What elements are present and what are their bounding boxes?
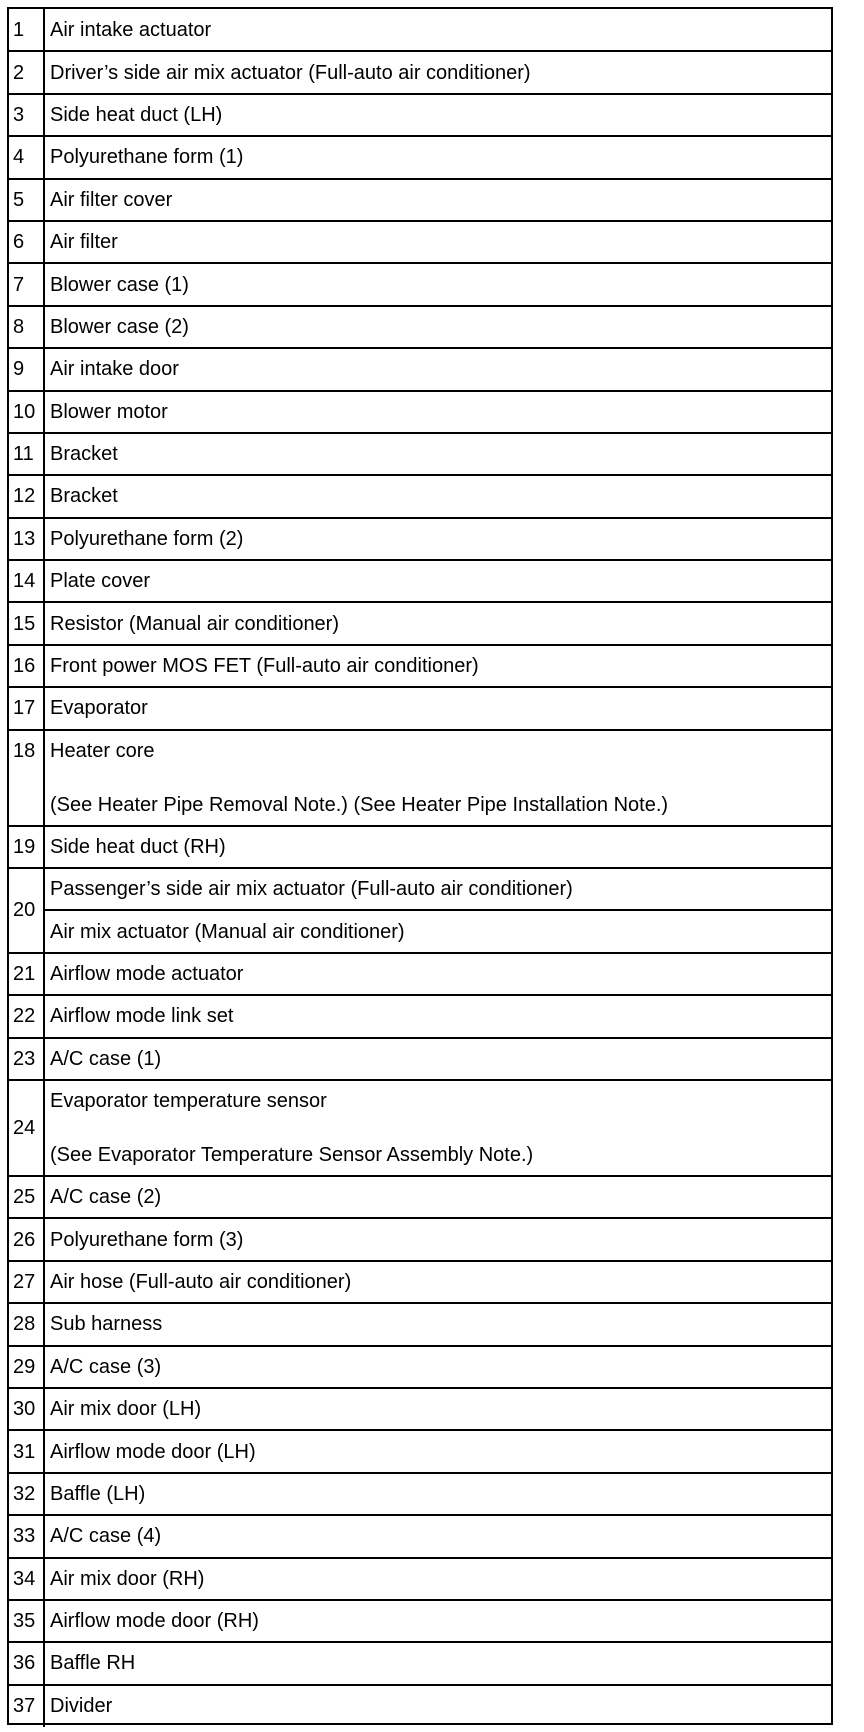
table-row [9,826,831,868]
item-number: 37 [9,1685,44,1727]
table-row [9,1038,831,1080]
item-description: Airflow mode door (RH) [44,1600,831,1642]
item-description-line: Evaporator temperature sensor [50,1089,327,1112]
item-description: Divider [44,1685,831,1727]
table-row [9,1473,831,1515]
item-description: A/C case (1) [44,1038,831,1080]
item-number: 28 [9,1303,44,1345]
item-description: Blower case (2) [44,306,831,348]
item-number: 32 [9,1473,44,1515]
table-row [9,687,831,729]
item-number: 27 [9,1261,44,1303]
table-row [9,645,831,687]
item-note-line: (See Heater Pipe Removal Note.) (See Heater Pipe Installation Note.) [50,793,669,816]
item-number: 23 [9,1038,44,1080]
item-description: Air filter [44,221,831,263]
item-description: Blower motor [44,391,831,433]
item-description: Front power MOS FET (Full-auto air conditioner) [44,645,831,687]
item-number: 29 [9,1346,44,1388]
table-row [9,94,831,136]
item-number: 12 [9,475,44,517]
table-row [9,1600,831,1642]
item-description: Passenger’s side air mix actuator (Full-auto air conditioner) [44,868,831,910]
item-description: A/C case (4) [44,1515,831,1557]
item-number: 36 [9,1642,44,1684]
item-number: 13 [9,518,44,560]
item-number: 34 [9,1558,44,1600]
item-description: Polyurethane form (3) [44,1218,831,1260]
item-description: Side heat duct (LH) [44,94,831,136]
table-row [9,136,831,178]
item-description: Air mix door (RH) [44,1558,831,1600]
table-row [9,995,831,1037]
item-description-line: Heater core [50,739,155,762]
item-description: Blower case (1) [44,263,831,305]
item-number: 4 [9,136,44,178]
item-number: 9 [9,348,44,390]
item-number: 25 [9,1176,44,1218]
item-description: Side heat duct (RH) [44,826,831,868]
item-number: 15 [9,602,44,644]
item-number: 33 [9,1515,44,1557]
table-row [9,1685,831,1727]
item-description: Air mix door (LH) [44,1388,831,1430]
item-description: Baffle (LH) [44,1473,831,1515]
item-description: Air mix actuator (Manual air conditioner) [44,910,831,952]
item-number: 3 [9,94,44,136]
table-row [9,1346,831,1388]
parts-table [9,9,831,1727]
item-description: Sub harness [44,1303,831,1345]
item-number: 35 [9,1600,44,1642]
table-row [9,1176,831,1218]
item-description: Baffle RH [44,1642,831,1684]
item-number: 20 [9,868,44,953]
parts-table-body [9,9,831,1727]
item-description: Air intake door [44,348,831,390]
table-row [9,179,831,221]
item-description: Air filter cover [44,179,831,221]
item-description: Plate cover [44,560,831,602]
item-number: 1 [9,9,44,51]
item-number: 16 [9,645,44,687]
item-description: Air hose (Full-auto air conditioner) [44,1261,831,1303]
item-number: 14 [9,560,44,602]
table-row [9,868,831,910]
table-row [9,1303,831,1345]
table-row [9,391,831,433]
item-description: Airflow mode link set [44,995,831,1037]
table-row [9,433,831,475]
table-row [9,730,831,826]
table-row [9,602,831,644]
item-description [44,1080,831,1176]
item-number: 22 [9,995,44,1037]
item-description: A/C case (2) [44,1176,831,1218]
table-row [9,518,831,560]
table-row [9,221,831,263]
table-row [9,475,831,517]
table-row [9,910,831,952]
table-row [9,1080,831,1176]
item-number: 26 [9,1218,44,1260]
parts-table-frame [7,7,833,1725]
item-number: 11 [9,433,44,475]
table-row [9,51,831,93]
item-number: 30 [9,1388,44,1430]
table-row [9,1430,831,1472]
table-row [9,1515,831,1557]
item-description: Airflow mode actuator [44,953,831,995]
item-description: Bracket [44,433,831,475]
item-number: 21 [9,953,44,995]
item-description: Polyurethane form (2) [44,518,831,560]
item-description: Air intake actuator [44,9,831,51]
item-number: 17 [9,687,44,729]
item-number: 5 [9,179,44,221]
item-number: 2 [9,51,44,93]
table-row [9,263,831,305]
item-description: Bracket [44,475,831,517]
table-row [9,953,831,995]
item-description: Resistor (Manual air conditioner) [44,602,831,644]
item-description: A/C case (3) [44,1346,831,1388]
table-row [9,1218,831,1260]
table-row [9,348,831,390]
item-number: 8 [9,306,44,348]
item-number: 19 [9,826,44,868]
table-row [9,560,831,602]
table-row [9,1261,831,1303]
item-description: Driver’s side air mix actuator (Full-auto air conditioner) [44,51,831,93]
item-number: 7 [9,263,44,305]
item-description [44,730,831,826]
table-row [9,1642,831,1684]
table-row [9,306,831,348]
item-note-line: (See Evaporator Temperature Sensor Assembly Note.) [50,1143,534,1166]
item-number: 18 [9,730,44,826]
item-description: Airflow mode door (LH) [44,1430,831,1472]
table-row [9,1558,831,1600]
item-number: 10 [9,391,44,433]
item-description: Polyurethane form (1) [44,136,831,178]
table-row [9,1388,831,1430]
table-row [9,9,831,51]
item-number: 6 [9,221,44,263]
item-description: Evaporator [44,687,831,729]
item-number: 31 [9,1430,44,1472]
item-number: 24 [9,1080,44,1176]
